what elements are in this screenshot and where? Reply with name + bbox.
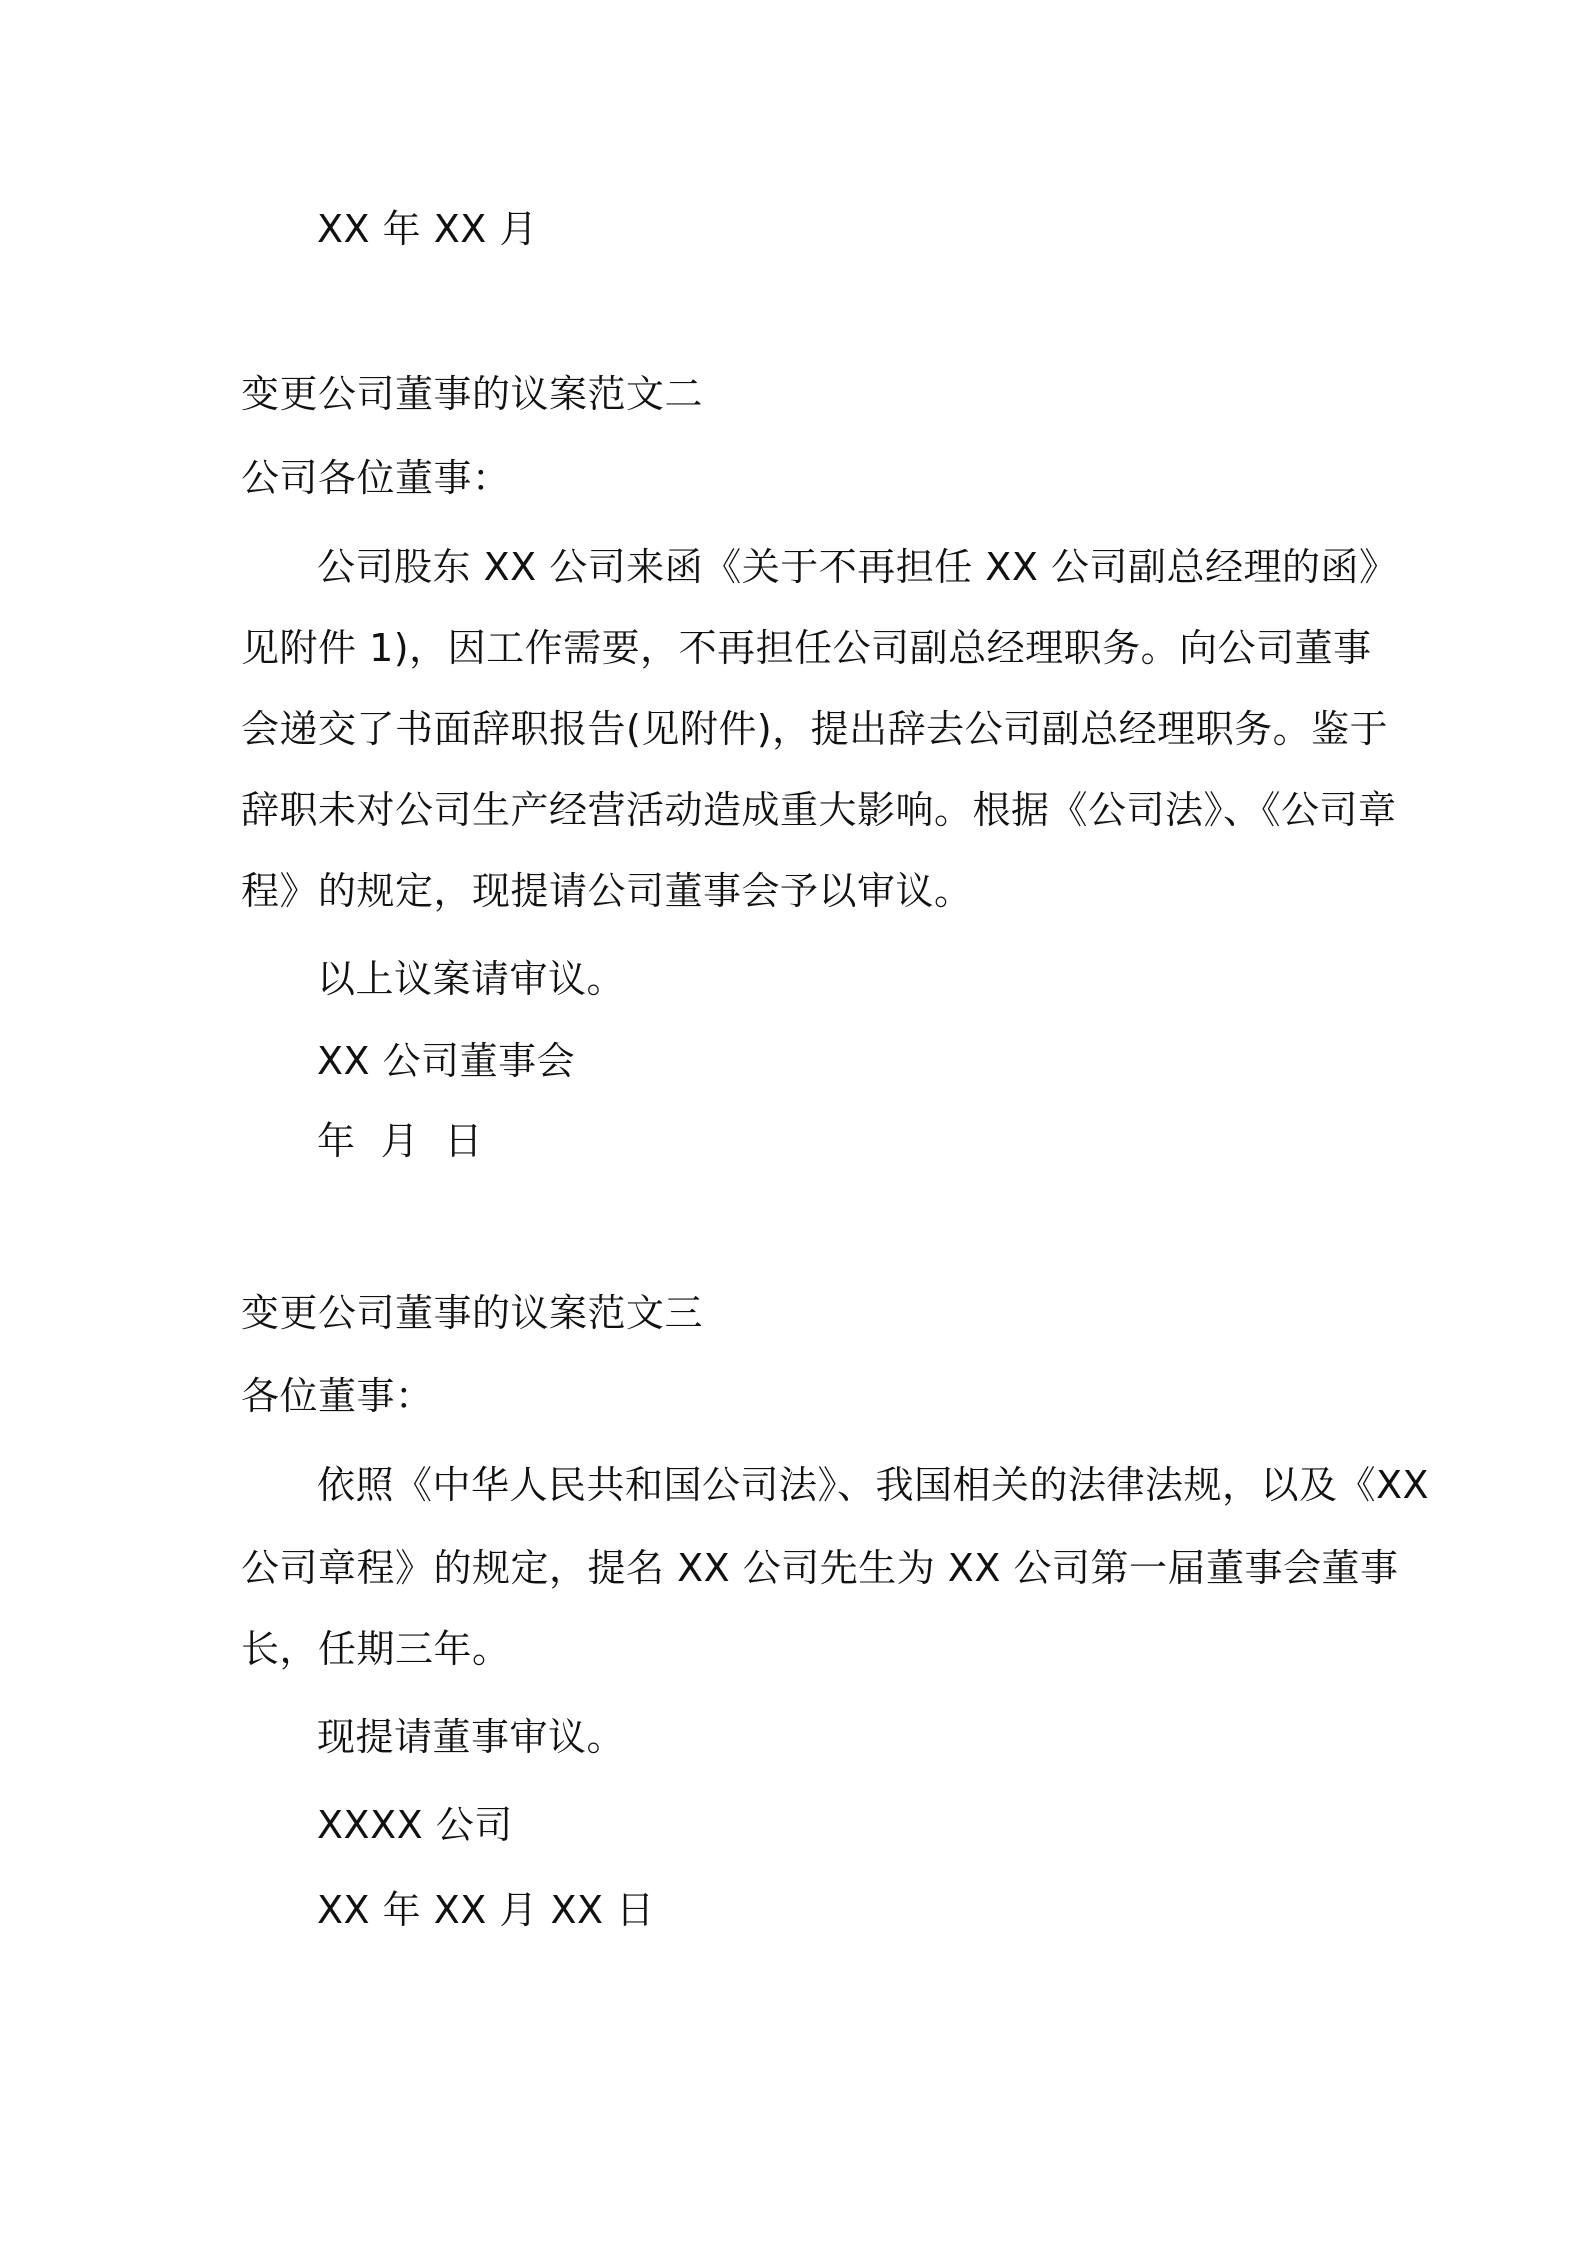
section2-closing: 以上议案请审议。 [317,957,626,1001]
section2-salutation: 公司各位董事： [241,456,511,500]
section3-salutation: 各位董事： [241,1374,434,1418]
section2-paragraph-line: 见附件 1)，因工作需要，不再担任公司副总经理职务。向公司董事 [241,626,1372,670]
section3-paragraph-line: 公司章程》的规定，提名 XX 公司先生为 XX 公司第一届董事会董事 [241,1546,1399,1590]
section2-paragraph-line: 会递交了书面辞职报告(见附件)，提出辞去公司副总经理职务。鉴于 [241,707,1389,751]
section3-signature: XXXX 公司 [317,1803,513,1847]
section2-paragraph-line: 辞职未对公司生产经营活动造成重大影响。根据《公司法》、《公司章 [241,788,1397,832]
section2-paragraph-line: 公司股东 XX 公司来函《关于不再担任 XX 公司副总经理的函》 [317,545,1398,589]
section2-paragraph-line: 程》的规定，现提请公司董事会予以审议。 [241,869,973,913]
section2-signature: XX 公司董事会 [317,1039,576,1083]
section3-closing: 现提请董事审议。 [317,1715,626,1759]
top-date: XX 年 XX 月 [317,207,538,251]
section3-title: 变更公司董事的议案范文三 [241,1291,704,1335]
section3-date: XX 年 XX 月 XX 日 [317,1888,655,1932]
section2-title: 变更公司董事的议案范文二 [241,372,704,416]
section3-paragraph-line: 长，任期三年。 [241,1627,511,1671]
section2-date: 年 月 日 [317,1119,483,1163]
section3-paragraph-line: 依照《中华人民共和国公司法》、我国相关的法律法规，以及《XX [317,1463,1430,1507]
